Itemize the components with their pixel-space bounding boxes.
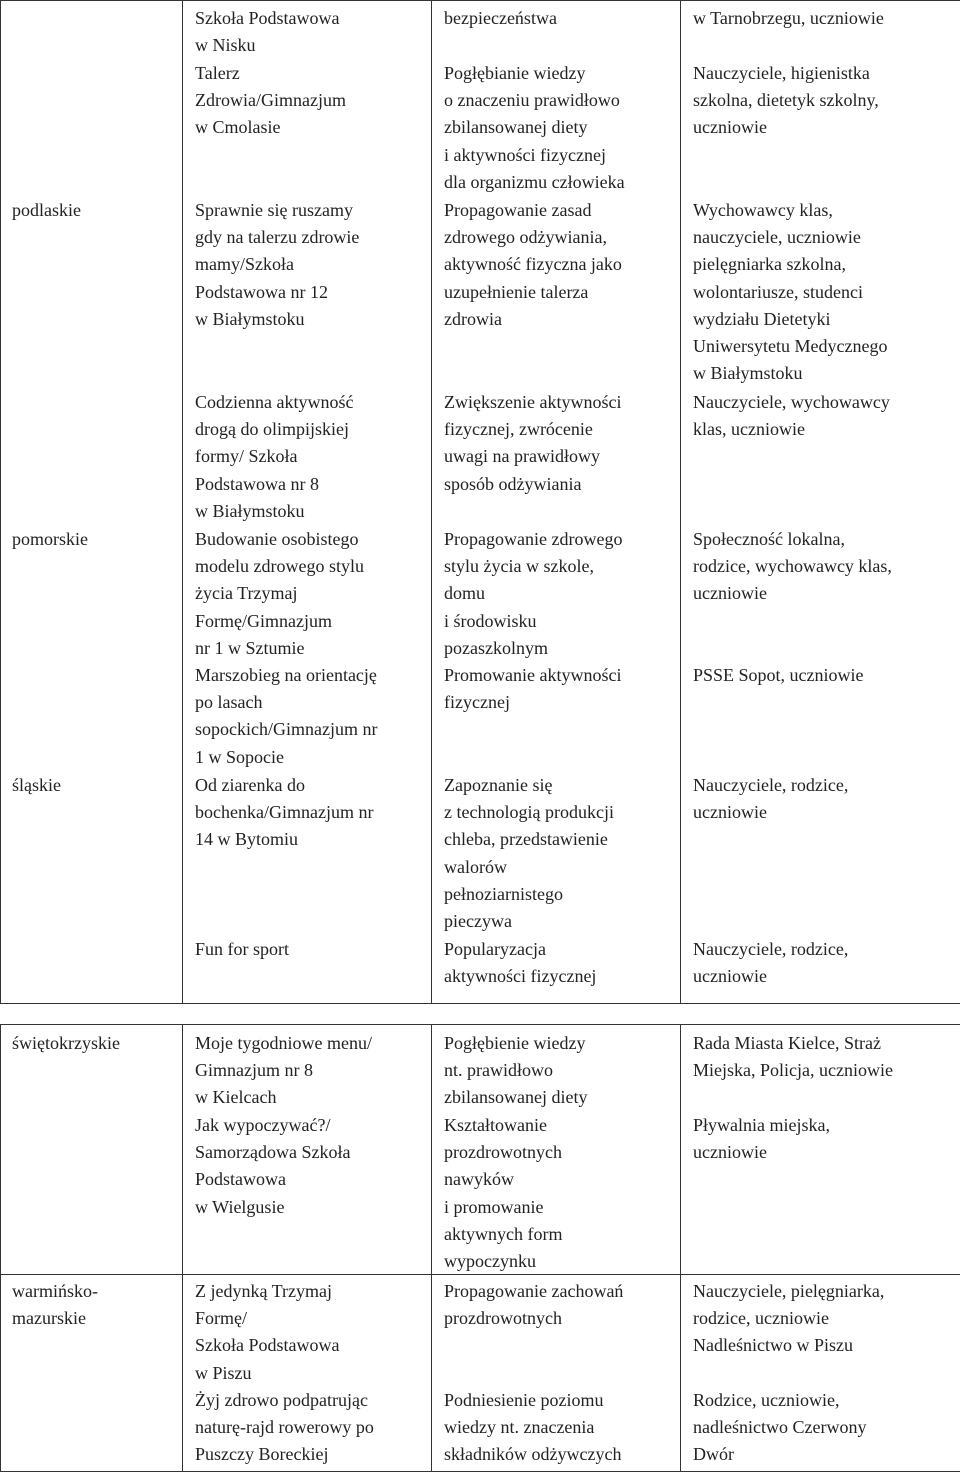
- program-title: Talerz Zdrowia/Gimnazjum w Cmolasie: [195, 60, 346, 142]
- program-participants: Społeczność lokalna, rodzice, wychowawcy klas, uczniowie: [693, 526, 892, 608]
- region-cell: [1, 1275, 183, 1472]
- region-cell: podlaskie: [12, 197, 81, 224]
- program-goal: Promowanie aktywności fizycznej: [444, 662, 621, 716]
- program-title: Szkoła Podstawowa w Nisku: [195, 5, 339, 59]
- region-cell: [1, 1025, 183, 1275]
- region-cell: śląskie: [12, 772, 61, 799]
- program-participants: Nauczyciele, pielęgniarka, rodzice, uczniowie Nadleśnictwo w Piszu: [693, 1278, 884, 1360]
- program-title: Budowanie osobistego modelu zdrowego stylu życia Trzymaj Formę/Gimnazjum nr 1 w Sztumie: [195, 526, 364, 662]
- program-title: Moje tygodniowe menu/ Gimnazjum nr 8 w Kielcach: [195, 1030, 372, 1112]
- program-goal: Zapoznanie się z technologią produkcji chleba, przedstawienie walorów pełnoziarnistego pieczywa: [444, 772, 614, 935]
- goal-column-cell: [432, 1275, 681, 1472]
- program-title: Fun for sport: [195, 936, 289, 963]
- program-goal: bezpieczeństwa: [444, 5, 557, 32]
- program-title: Sprawnie się ruszamy gdy na talerzu zdrowie mamy/Szkoła Podstawowa nr 12 w Białymstoku: [195, 197, 359, 333]
- program-goal: Pogłębienie wiedzy nt. prawidłowo zbilansowanej diety: [444, 1030, 587, 1112]
- program-goal: Zwiększenie aktywności fizycznej, zwrócenie uwagi na prawidłowy sposób odżywiania: [444, 389, 621, 498]
- program-title: Codzienna aktywność drogą do olimpijskiej formy/ Szkoła Podstawowa nr 8 w Białymstoku: [195, 389, 353, 525]
- program-title: Żyj zdrowo podpatrując naturę-rajd rowerowy po Puszczy Boreckiej: [195, 1387, 374, 1469]
- program-participants: Nauczyciele, wychowawcy klas, uczniowie: [693, 389, 890, 443]
- region-cell: pomorskie: [12, 526, 88, 553]
- region-label: świętokrzyskie: [12, 1030, 120, 1057]
- program-participants: Nauczyciele, higienistka szkolna, dietetyk szkolny, uczniowie: [693, 60, 879, 142]
- program-participants: Pływalnia miejska, uczniowie: [693, 1112, 830, 1166]
- region-label: warmińsko- mazurskie: [12, 1278, 98, 1332]
- program-participants: PSSE Sopot, uczniowie: [693, 662, 864, 689]
- title-column-cell: [183, 1, 432, 1004]
- participants-column-cell: [681, 1275, 960, 1472]
- goal-column-cell: [432, 1025, 681, 1275]
- table-row: [1, 1, 960, 1004]
- programs-table-lower: [0, 1024, 960, 1472]
- title-column-cell: [183, 1025, 432, 1275]
- program-title: Z jedynką Trzymaj Formę/ Szkoła Podstawowa w Piszu: [195, 1278, 339, 1387]
- title-column-cell: [183, 1275, 432, 1472]
- table-row: [1, 1025, 960, 1275]
- participants-column-cell: [681, 1, 960, 1004]
- program-participants: Rodzice, uczniowie, nadleśnictwo Czerwony Dwór: [693, 1387, 866, 1469]
- program-goal: Popularyzacja aktywności fizycznej: [444, 936, 596, 990]
- program-participants: w Tarnobrzegu, uczniowie: [693, 5, 884, 32]
- program-participants: Nauczyciele, rodzice, uczniowie: [693, 936, 848, 990]
- program-participants: Nauczyciele, rodzice, uczniowie: [693, 772, 848, 826]
- program-title: Jak wypoczywać?/ Samorządowa Szkoła Podstawowa w Wielgusie: [195, 1112, 350, 1221]
- program-participants: Rada Miasta Kielce, Straż Miejska, Policja, uczniowie: [693, 1030, 893, 1084]
- program-goal: Propagowanie zdrowego stylu życia w szkole, domu i środowisku pozaszkolnym: [444, 526, 622, 662]
- program-goal: Kształtowanie prozdrowotnych nawyków i promowanie aktywnych form wypoczynku: [444, 1112, 562, 1275]
- program-goal: Podniesienie poziomu wiedzy nt. znaczenia składników odżywczych: [444, 1387, 621, 1469]
- table-row: [1, 1275, 960, 1472]
- program-participants: Wychowawcy klas, nauczyciele, uczniowie pielęgniarka szkolna, wolontariusze, studenci wydziału Dietetyki Uniwersytetu Medycznego w Białymstoku: [693, 197, 887, 387]
- program-goal: Propagowanie zasad zdrowego odżywiania, aktywność fizyczna jako uzupełnienie talerza zdrowia: [444, 197, 622, 333]
- program-goal: Pogłębianie wiedzy o znaczeniu prawidłowo zbilansowanej diety i aktywności fizycznej dla organizmu człowieka: [444, 60, 625, 196]
- goal-column-cell: [432, 1, 681, 1004]
- program-title: Marszobieg na orientację po lasach sopockich/Gimnazjum nr 1 w Sopocie: [195, 662, 377, 771]
- participants-column-cell: [681, 1025, 960, 1275]
- program-title: Od ziarenka do bochenka/Gimnazjum nr 14 w Bytomiu: [195, 772, 373, 854]
- region-column-cell: [1, 1, 183, 1004]
- program-goal: Propagowanie zachowań prozdrowotnych: [444, 1278, 623, 1332]
